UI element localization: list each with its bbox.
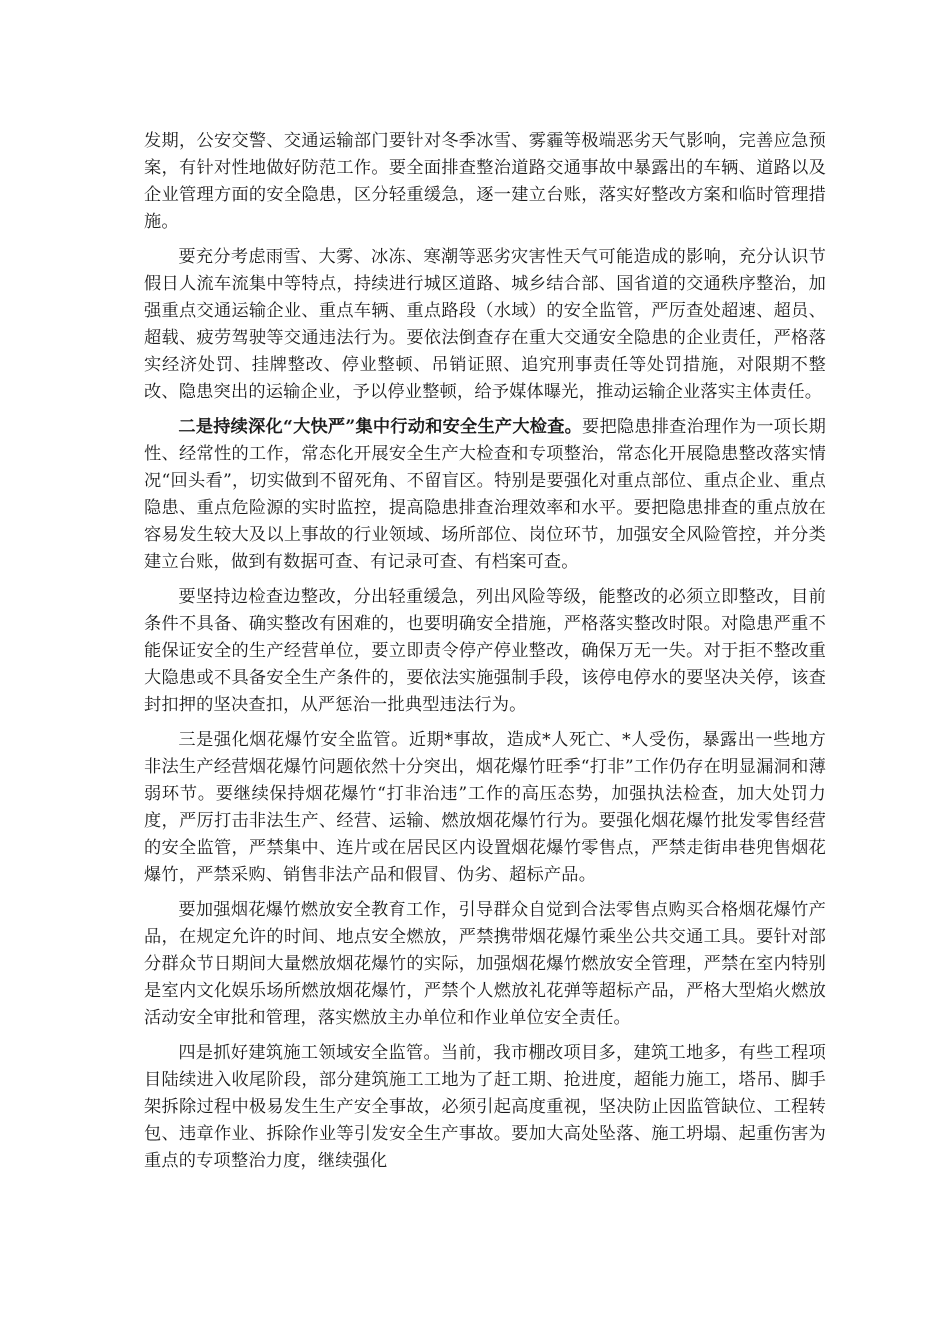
paragraph-4 [144,584,826,719]
paragraph-7-text: 四是抓好建筑施工领域安全监管。当前，我市棚改项目多，建筑工地多，有些工程项目陆续进入收尾阶段，部分建筑施工工地为了赶工期、抢进度，超能力施工，塔吊、脚手架拆除过程中极易发生生产安全事故，必须引起高度重视，坚决防止因监管缺位、工程转包、违章作业、拆除作业等引发安全生产事故。要加大高处坠落、施工坍塌、起重伤害为重点的专项整治力度，继续强化 [144,1043,826,1171]
paragraph-3-lead: 二是持续深化“大快严”集中行动和安全生产大检查。 [178,417,583,437]
paragraph-3-text: 要把隐患排查治理作为一项长期性、经常性的工作，常态化开展安全生产大检查和专项整治，常态化开展隐患整改落实情况“回头看”，切实做到不留死角、不留盲区。特别是要强化对重点部位、重点企业、重点隐患、重点危险源的实时监控，提高隐患排查治理效率和水平。要把隐患排查的重点放在容易发生较大及以上事故的行业领域、场所部位、岗位环节，加强安全风险管控，并分类建立台账，做到有数据可查、有记录可查、有档案可查。 [144,417,826,572]
paragraph-1-text: 发期，公安交警、交通运输部门要针对冬季冰雪、雾霾等极端恶劣天气影响，完善应急预案，有针对性地做好防范工作。要全面排查整治道路交通事故中暴露出的车辆、道路以及企业管理方面的安全隐患，区分轻重缓急，逐一建立台账，落实好整改方案和临时管理措施。 [144,131,826,232]
paragraph-5 [144,727,826,889]
paragraph-2-text: 要充分考虑雨雪、大雾、冰冻、寒潮等恶劣灾害性天气可能造成的影响，充分认识节假日人流车流集中等特点，持续进行城区道路、城乡结合部、国省道的交通秩序整治，加强重点交通运输企业、重点车辆、重点路段（水域）的安全监管，严厉查处超速、超员、超载、疲劳驾驶等交通违法行为。要依法倒查存在重大交通安全隐患的企业责任，严格落实经济处罚、挂牌整改、停业整顿、吊销证照、追究刑事责任等处罚措施，对限期不整改、隐患突出的运输企业，予以停业整顿，给予媒体曝光，推动运输企业落实主体责任。 [144,247,826,402]
paragraph-7 [144,1040,826,1175]
paragraph-4-text: 要坚持边检查边整改，分出轻重缓急，列出风险等级，能整改的必须立即整改，目前条件不具备、确实整改有困难的，也要明确安全措施，严格落实整改时限。对隐患严重不能保证安全的生产经营单位，要立即责令停产停业整改，确保万无一失。对于拒不整改重大隐患或不具备安全生产条件的，要依法实施强制手段，该停电停水的要坚决关停，该查封扣押的坚决查扣，从严惩治一批典型违法行为。 [144,587,826,715]
paragraph-6-text: 要加强烟花爆竹燃放安全教育工作，引导群众自觉到合法零售点购买合格烟花爆竹产品，在规定允许的时间、地点安全燃放，严禁携带烟花爆竹乘坐公共交通工具。要针对部分群众节日期间大量燃放烟花爆竹的实际，加强烟花爆竹燃放安全管理，严禁在室内特别是室内文化娱乐场所燃放烟花爆竹，严禁个人燃放礼花弹等超标产品，严格大型焰火燃放活动安全审批和管理，落实燃放主办单位和作业单位安全责任。 [144,900,826,1028]
paragraph-3 [144,414,826,576]
paragraph-1 [144,128,826,236]
paragraph-2 [144,244,826,406]
document-page [144,128,826,1183]
paragraph-6 [144,897,826,1032]
paragraph-5-text: 三是强化烟花爆竹安全监管。近期*事故，造成*人死亡、*人受伤，暴露出一些地方非法生产经营烟花爆竹问题依然十分突出，烟花爆竹旺季“打非”工作仍存在明显漏洞和薄弱环节。要继续保持烟花爆竹“打非治违”工作的高压态势，加强执法检查，加大处罚力度，严厉打击非法生产、经营、运输、燃放烟花爆竹行为。要强化烟花爆竹批发零售经营的安全监管，严禁集中、连片或在居民区内设置烟花爆竹零售点，严禁走街串巷兜售烟花爆竹，严禁采购、销售非法产品和假冒、伪劣、超标产品。 [144,730,826,885]
